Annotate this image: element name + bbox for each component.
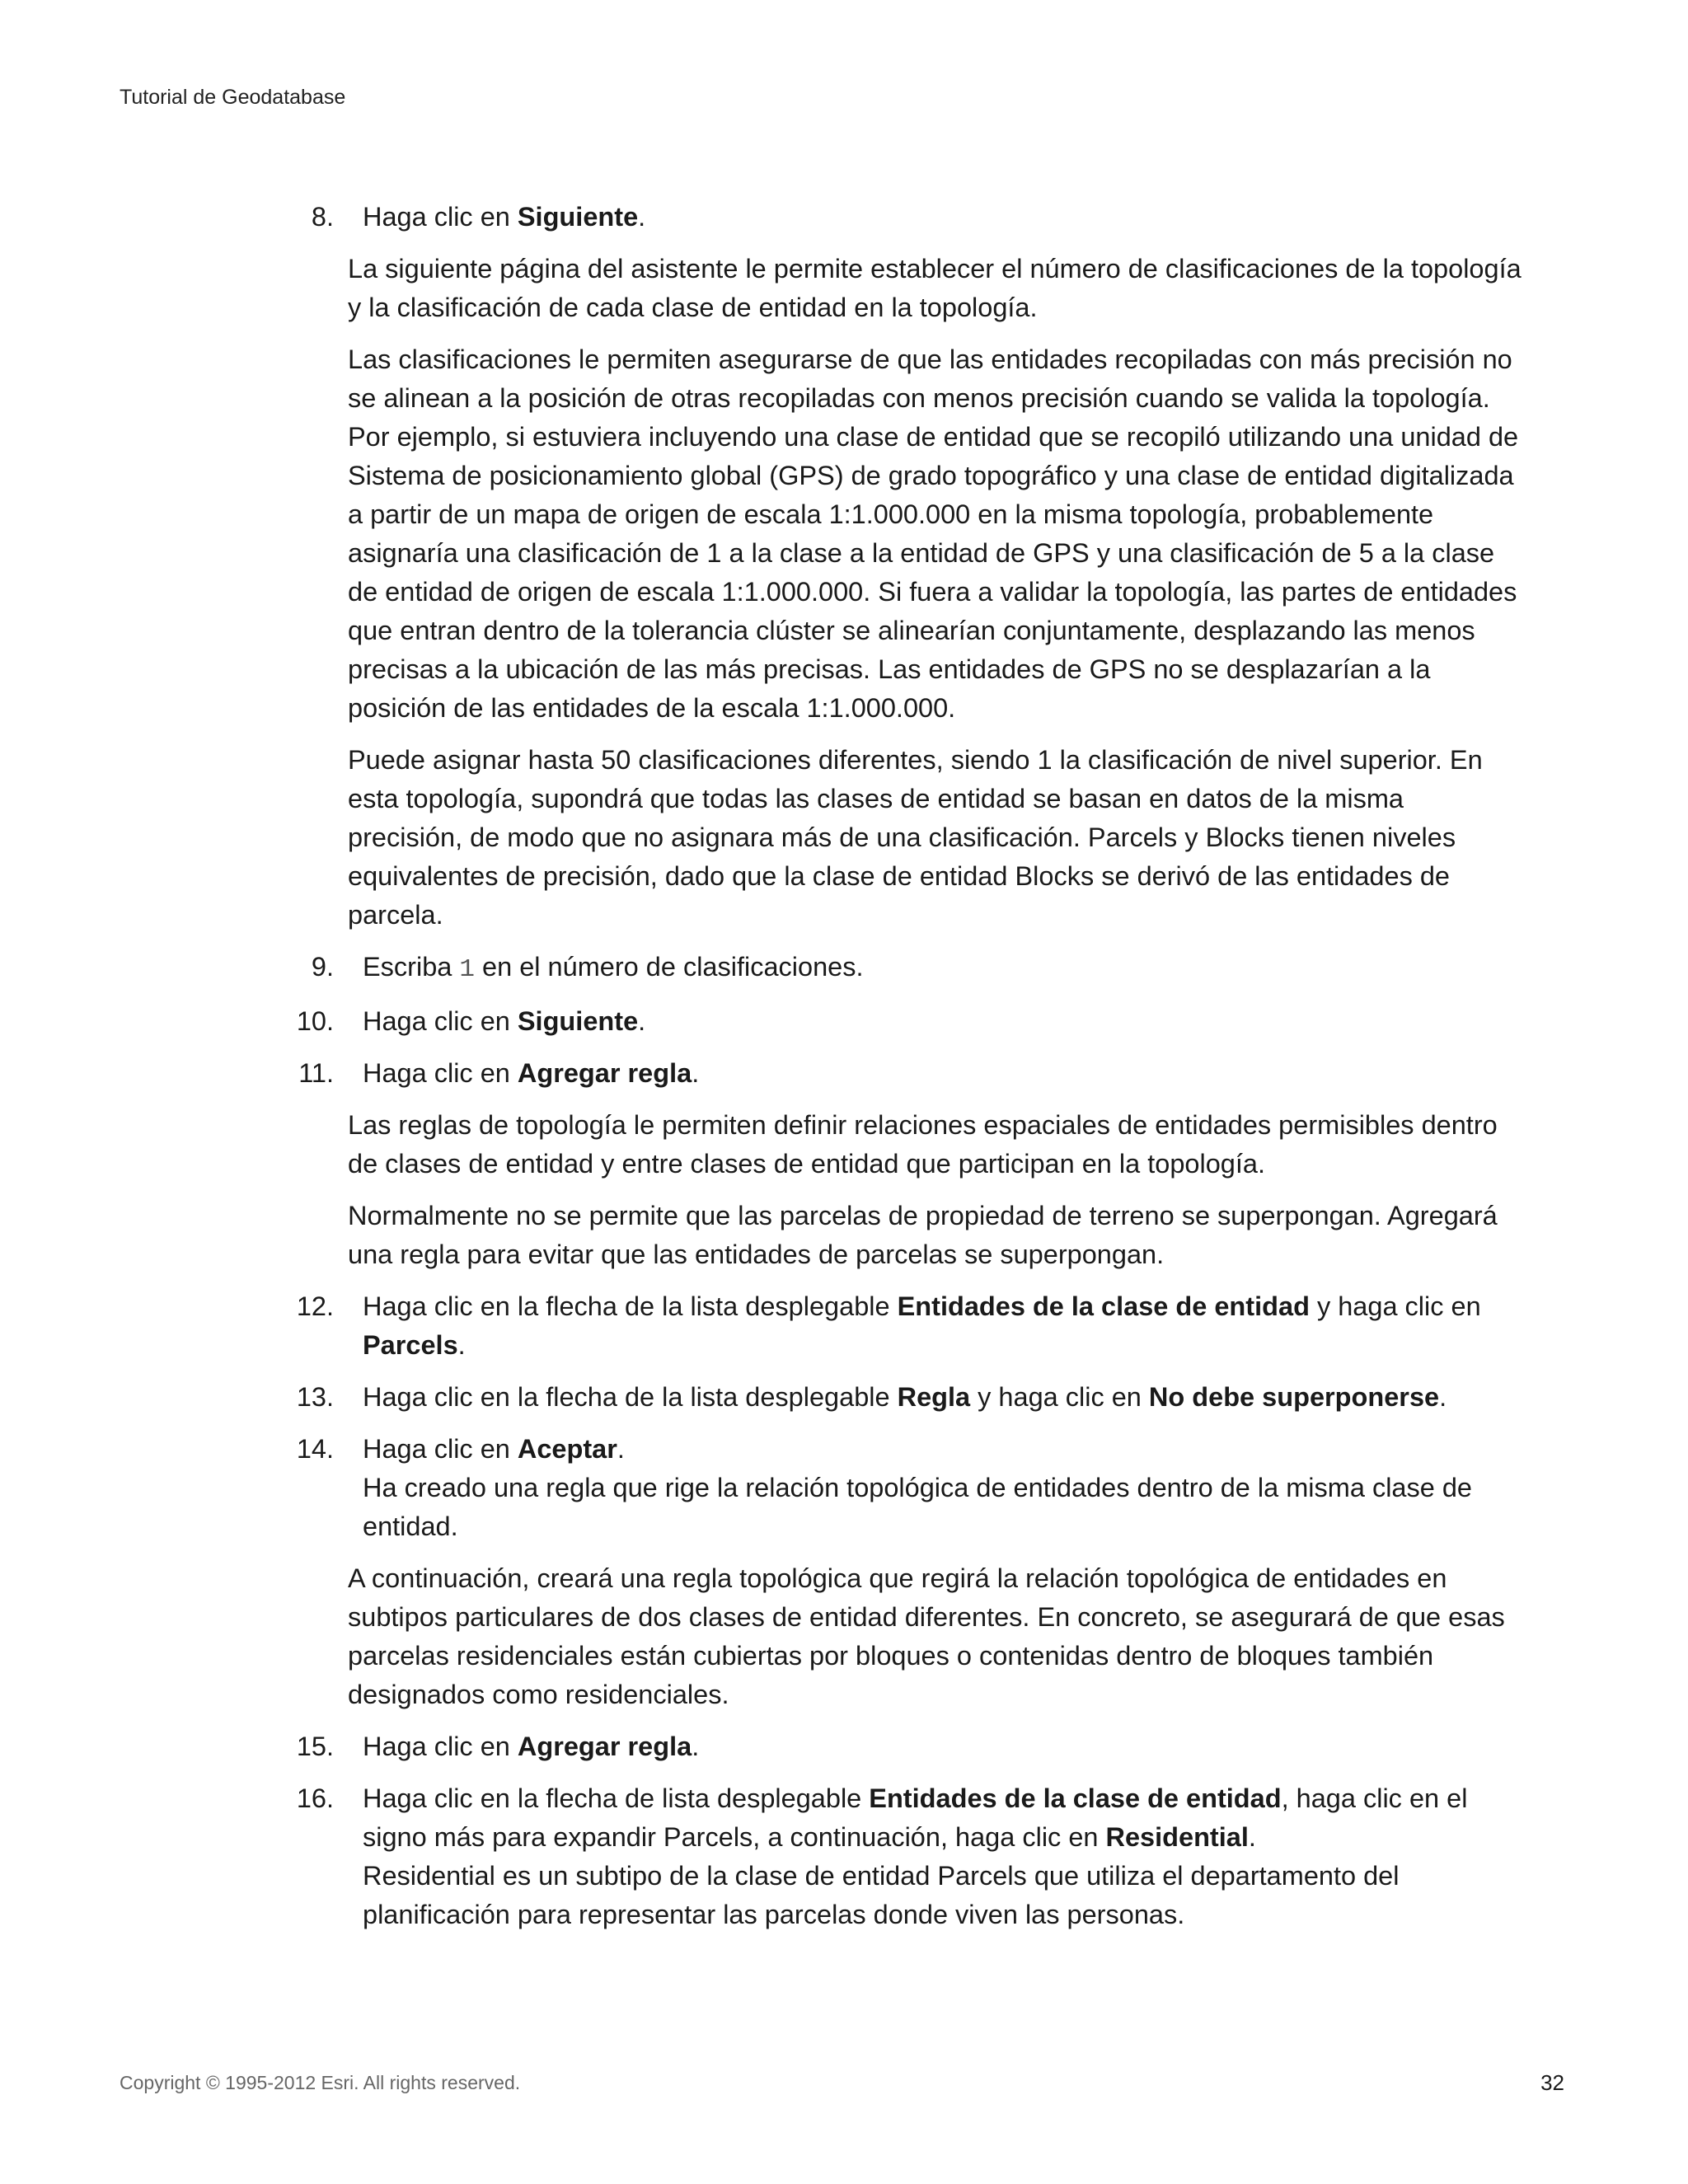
- step-text-end: .: [1439, 1382, 1447, 1412]
- step-text: Haga clic en: [363, 1006, 518, 1036]
- step-text-end: .: [1248, 1822, 1256, 1852]
- step-number: 12.: [296, 1291, 334, 1321]
- step-16: [288, 1779, 1525, 1934]
- step-text: Haga clic en: [363, 202, 518, 232]
- step-number: 13.: [296, 1382, 334, 1412]
- step-text: Haga clic en: [363, 1732, 518, 1761]
- paragraph: A continuación, creará una regla topológica que regirá la relación topológica de entidades en subtipos particulares de dos clases de entidad diferentes. En concreto, se asegurará de que esas parcelas residenciales están cubiertas por bloques o contenidas dentro de bloques también designados como residenciales.: [348, 1563, 1505, 1709]
- ui-term: Siguiente: [517, 202, 639, 232]
- step-14: [288, 1430, 1525, 1546]
- step-9: [288, 948, 1525, 989]
- step-text: Haga clic en la flecha de la lista desplegable: [363, 1291, 898, 1321]
- step-text: Haga clic en la flecha de la lista desplegable: [363, 1382, 898, 1412]
- ui-term: Agregar regla: [517, 1732, 692, 1761]
- step-text-end: .: [638, 1006, 646, 1036]
- step-13: [288, 1378, 1525, 1417]
- step-number: 11.: [298, 1058, 334, 1088]
- ui-term: Residential: [1105, 1822, 1249, 1852]
- ui-term: Entidades de la clase de entidad: [897, 1291, 1310, 1321]
- step-text-mid: y haga clic en: [970, 1382, 1149, 1412]
- step-10: [288, 1002, 1525, 1041]
- ui-term: Regla: [897, 1382, 971, 1412]
- step-note: Ha creado una regla que rige la relación topológica de entidades dentro de la misma clase de entidad.: [363, 1473, 1472, 1541]
- step-text: Haga clic en: [363, 1434, 518, 1464]
- step-number: 16.: [296, 1783, 334, 1813]
- paragraph: Puede asignar hasta 50 clasificaciones diferentes, siendo 1 la clasificación de nivel superior. En esta topología, supondrá que todas las clases de entidad se basan en datos de la misma precisión, de modo que no asignara más de una clasificación. Parcels y Blocks tienen niveles equivalentes de precisión, dado que la clase de entidad Blocks se derivó de las entidades de parcela.: [348, 745, 1483, 930]
- step-number: 9.: [311, 952, 334, 982]
- step-12: [288, 1287, 1525, 1365]
- step-text-end: .: [457, 1330, 466, 1360]
- step-text: Escriba: [363, 952, 460, 982]
- step-text-end: en el número de clasificaciones.: [475, 952, 864, 982]
- paragraph: Las reglas de topología le permiten definir relaciones espaciales de entidades permisibles dentro de clases de entidad y entre clases de entidad que participan en la topología.: [348, 1110, 1498, 1179]
- step-11: [288, 1054, 1525, 1093]
- step-text-end: .: [638, 202, 646, 232]
- ui-term: Agregar regla: [517, 1058, 692, 1088]
- step-number: 14.: [296, 1434, 334, 1464]
- step-text-mid: , haga clic en el signo más para expandir Parcels, a continuación, haga clic en: [363, 1783, 1468, 1852]
- step-number: 15.: [296, 1732, 334, 1761]
- ui-term: Entidades de la clase de entidad: [869, 1783, 1282, 1813]
- step-text-end: .: [692, 1732, 700, 1761]
- code-value: 1: [459, 955, 476, 984]
- paragraph: La siguiente página del asistente le permite establecer el número de clasificaciones de la topología y la clasificación de cada clase de entidad en la topología.: [348, 254, 1522, 322]
- step-text: Haga clic en: [363, 1058, 518, 1088]
- step-15: [288, 1727, 1525, 1766]
- paragraph: Las clasificaciones le permiten asegurarse de que las entidades recopiladas con más precisión no se alinean a la posición de otras recopiladas con menos precisión cuando se valida la topología. Por ejemplo, si estuviera incluyendo una clase de entidad que se recopiló utilizando una unidad de Sistema de posicionamiento global (GPS) de grado topográfico y una clase de entidad digitalizada a partir de un mapa de origen de escala 1:1.000.000 en la misma topología, probablemente asignaría una clasificación de 1 a la clase a la entidad de GPS y una clasificación de 5 a la clase de entidad de origen de escala 1:1.000.000. Si fuera a validar la topología, las partes de entidades que entran dentro de la tolerancia clúster se alinearían conjuntamente, desplazando las menos precisas a la ubicación de las más precisas. Las entidades de GPS no se desplazarían a la posición de las entidades de la escala 1:1.000.000.: [348, 344, 1519, 723]
- ui-term: Siguiente: [517, 1006, 639, 1036]
- step-8: [288, 198, 1525, 237]
- step-number: 10.: [296, 1006, 334, 1036]
- step-text-mid: y haga clic en: [1309, 1291, 1481, 1321]
- document-body: [288, 198, 1525, 1947]
- ui-term: Parcels: [363, 1330, 458, 1360]
- ui-term: Aceptar: [517, 1434, 617, 1464]
- step-text-end: .: [692, 1058, 700, 1088]
- step-number: 8.: [311, 202, 334, 232]
- step-note: Residential es un subtipo de la clase de entidad Parcels que utiliza el departamento del planificación para representar las parcelas donde viven las personas.: [363, 1861, 1400, 1929]
- copyright-notice: Copyright © 1995-2012 Esri. All rights reserved.: [120, 2072, 521, 2093]
- paragraph: Normalmente no se permite que las parcelas de propiedad de terreno se superpongan. Agregará una regla para evitar que las entidades de parcelas se superpongan.: [348, 1201, 1498, 1269]
- step-text-end: .: [617, 1434, 625, 1464]
- ui-term: No debe superponerse: [1148, 1382, 1440, 1412]
- page-number: 32: [1540, 2070, 1564, 2095]
- step-text: Haga clic en la flecha de lista desplegable: [363, 1783, 870, 1813]
- page-header: Tutorial de Geodatabase: [120, 86, 346, 109]
